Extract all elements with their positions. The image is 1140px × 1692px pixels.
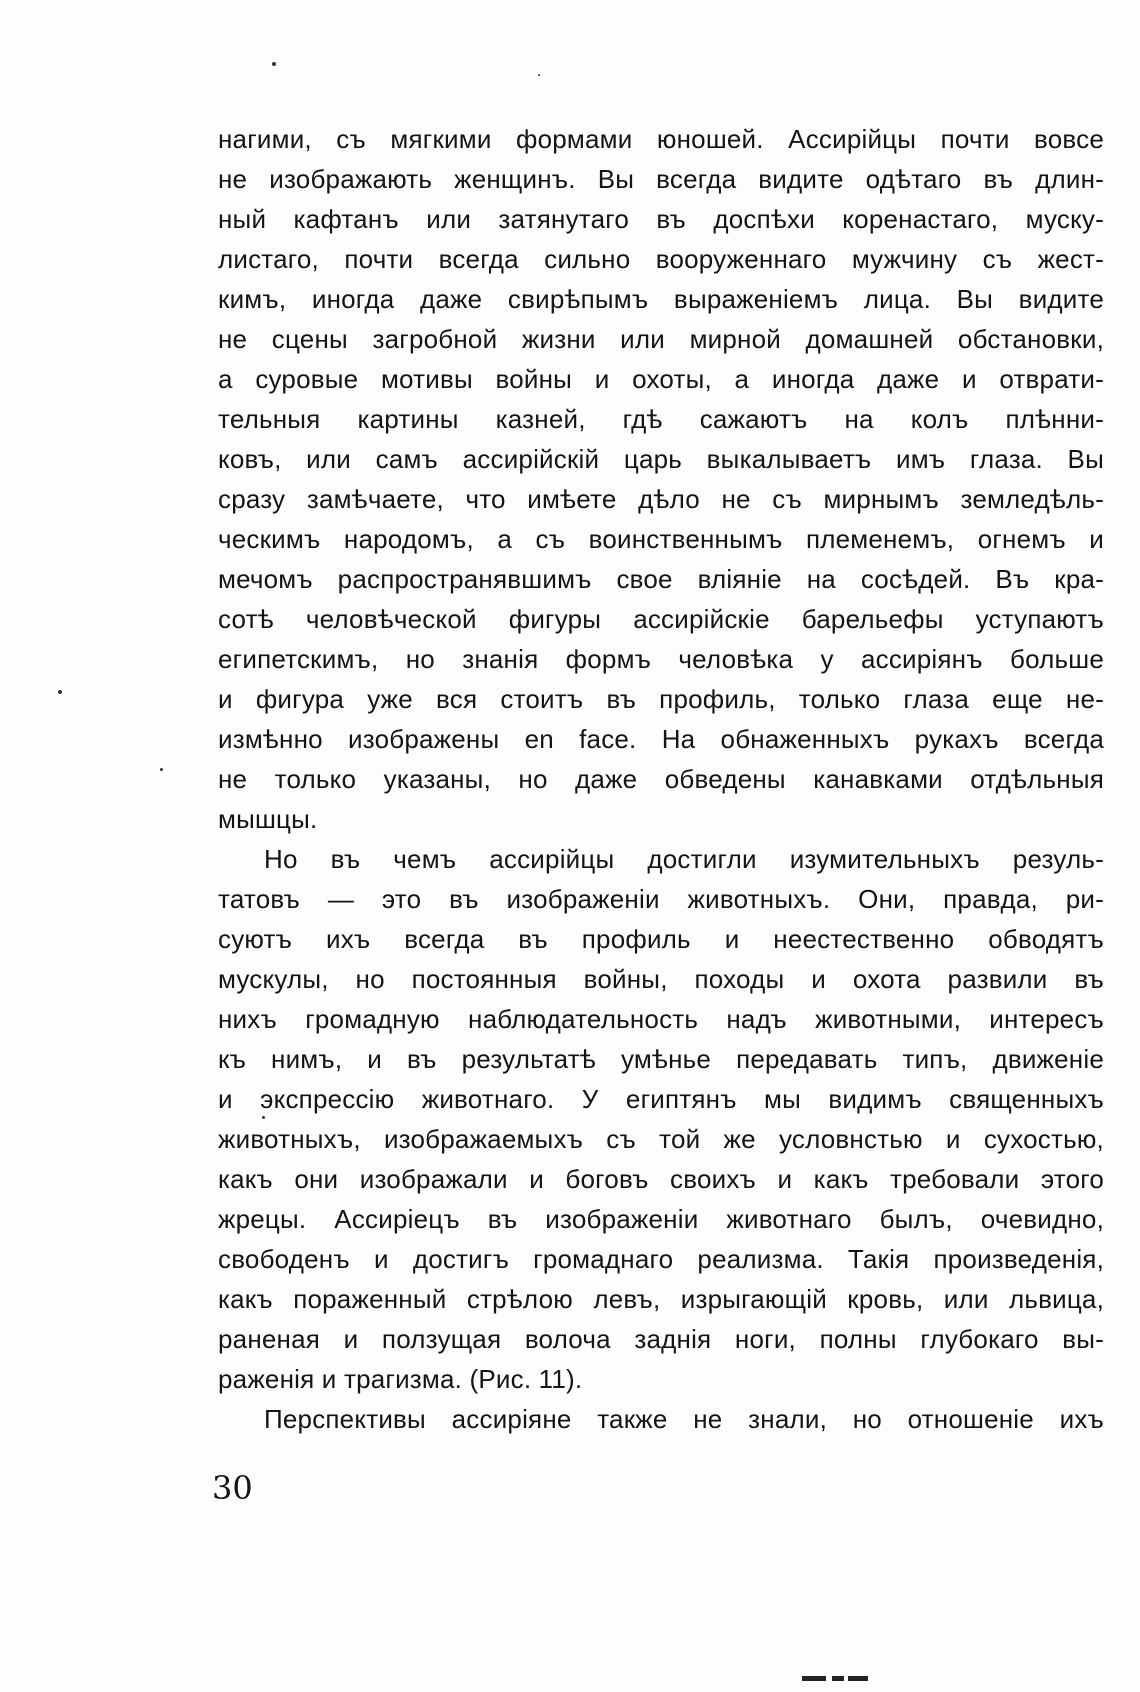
text-line: измѣнно изображены en face. На обнаженныхъ рукахъ всегда [218, 724, 1104, 754]
text-line: раненая и ползущая волоча заднiя ноги, полны глубокаго вы- [218, 1324, 1104, 1354]
text-line: свободенъ и достигъ громаднаго реализма. Такiя произведенiя, [218, 1244, 1104, 1274]
text-line: суютъ ихъ всегда въ профиль и неестественно обводятъ [218, 924, 1104, 954]
text-line: тельныя картины казней, гдѣ сажаютъ на колъ плѣнни- [218, 404, 1104, 434]
scan-mark [802, 1676, 826, 1681]
page-number: 30 [212, 1469, 253, 1507]
text-line: какъ они изображали и боговъ своихъ и какъ требовали этого [218, 1164, 1104, 1194]
scan-speck [58, 690, 62, 694]
text-line: не только указаны, но даже обведены канавками отдѣльныя [218, 764, 1104, 794]
text-line: мускулы, но постоянныя войны, походы и охота развили въ [218, 964, 1104, 994]
text-line: сразу замѣчаете, что имѣете дѣло не съ мирнымъ земледѣль- [218, 484, 1104, 514]
text-line: животныхъ, изображаемыхъ съ той же условнстью и сухостью, [218, 1124, 1104, 1154]
text-line: нагими, съ мягкими формами юношей. Ассирiйцы почти вовсе [218, 124, 1104, 154]
text-line: сотѣ человѣческой фигуры ассирiйскiе барельефы уступаютъ [218, 604, 1104, 634]
scan-speck [160, 768, 163, 771]
text-line: листаго, почти всегда сильно вооруженнаго мужчину съ жест- [218, 244, 1104, 274]
text-line: Перспективы ассирiяне также не знали, но отношенiе ихъ [264, 1404, 1104, 1434]
scan-mark [832, 1676, 844, 1681]
text-line: мечомъ распространявшимъ свое влiянiе на сосѣдей. Въ кра- [218, 564, 1104, 594]
text-line: не изображають женщинъ. Вы всегда видите одѣтаго въ длин- [218, 164, 1104, 194]
text-line: египетскимъ, но знанiя формъ человѣка у ассирiянъ больше [218, 644, 1104, 674]
body-text [218, 119, 1104, 1439]
text-line: раженiя и трагизма. (Рис. 11). [218, 1364, 583, 1394]
text-line: жрецы. Ассирiецъ въ изображенiи животнаго былъ, очевидно, [218, 1204, 1104, 1234]
scan-mark [848, 1676, 868, 1681]
text-line: ный кафтанъ или затянутаго въ доспѣхи коренастаго, муску- [218, 204, 1104, 234]
text-line: не сцены загробной жизни или мирной домашней обстановки, [218, 324, 1104, 354]
text-line: татовъ — это въ изображенiи животныхъ. Они, правда, ри- [218, 884, 1104, 914]
text-line: ческимъ народомъ, а съ воинственнымъ племенемъ, огнемъ и [218, 524, 1104, 554]
scan-edge-marks [802, 1676, 868, 1682]
text-line: и экспрессiю животнаго. У египтянъ мы видимъ священныхъ [218, 1084, 1104, 1114]
text-line: кимъ, иногда даже свирѣпымъ выраженiемъ лица. Вы видите [218, 284, 1104, 314]
text-line: нихъ громадную наблюдательность надъ животными, интересъ [218, 1004, 1104, 1034]
text-line: мышцы. [218, 804, 318, 834]
text-line: Но въ чемъ ассирiйцы достигли изумительныхъ резуль- [264, 844, 1104, 874]
text-line: къ нимъ, и въ результатѣ умѣнье передавать типъ, движенiе [218, 1044, 1104, 1074]
scan-speck [538, 74, 540, 76]
scan-speck [272, 62, 276, 66]
text-line: какъ пораженный стрѣлою левъ, изрыгающiй кровь, или львица, [218, 1284, 1104, 1314]
text-line: и фигура уже вся стоитъ въ профиль, только глаза еще не- [218, 684, 1104, 714]
text-line: ковъ, или самъ ассирiйскiй царь выкалываетъ имъ глаза. Вы [218, 444, 1104, 474]
text-line: а суровые мотивы войны и охоты, а иногда даже и отврати- [218, 364, 1104, 394]
